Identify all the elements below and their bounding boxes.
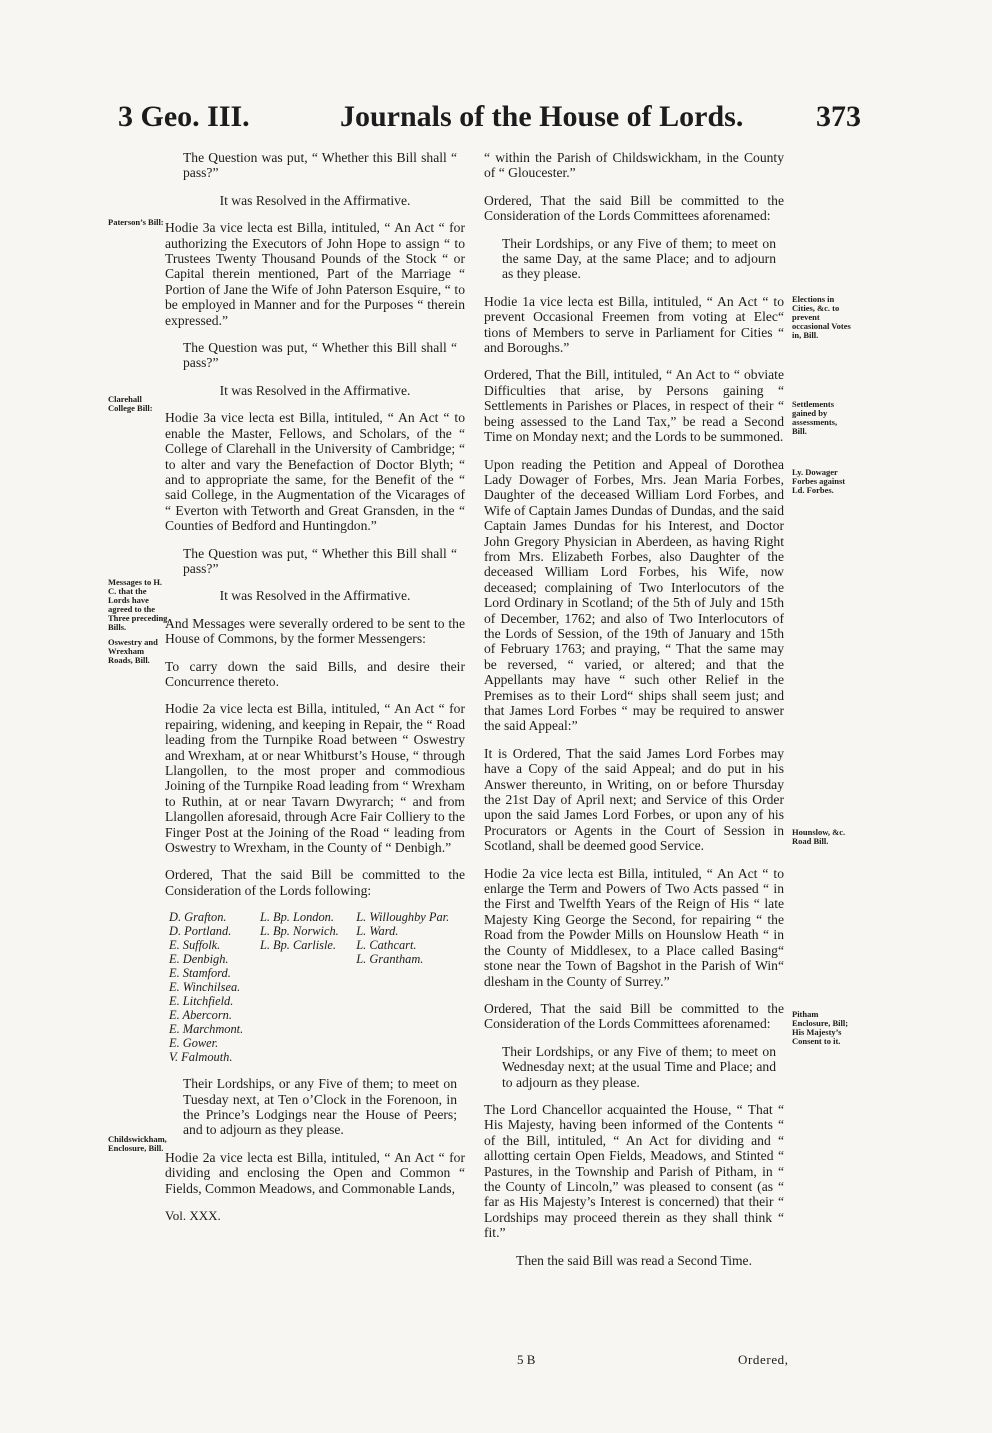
margin-note: Hounslow, &c. Road Bill. [792,827,846,846]
paragraph: It was Resolved in the Affirmative. [219,382,411,398]
lord-name: E. Abercorn. [169,1008,232,1023]
lord-name: E. Litchfield. [169,994,234,1009]
paragraph: It is Ordered, That the said James Lord Forbes may have a Copy of the said Appeal; and do put in his Answer thereunto, in Writing, on or before Thursday the 21st Day of April next; and Service of this Order upon the said James Lord Forbes, or upon any of his Procurators or Agents in the Court of Session in Scotland, shall be deemed good Service. [484,745,784,854]
paragraph: Hodie 2a vice lecta est Billa, intituled, “ An Act “ for repairing, widening, and keeping in Repair, the “ Road leading from the Turnpike Road between “ Oswestry and Wrexham, at or near Whitburst’s House, “ through Llangollen, to the most proper and commodious Joining of the Turnpike Road leading from “ Wrexham to Ruthin, at or near Tavarn Dwyrarch; “ and from Llangollen aforesaid, through Acre Fair Colliery to the Finger Post at the Joining of the Road “ leading from Oswestry to Wrexham, in the County of “ Denbigh.” [165,701,465,856]
paragraph: Ordered, That the said Bill be committed to the Consideration of the Lords Committees aforenamed: [484,192,784,224]
paragraph: Hodie 2a vice lecta est Billa, intituled, “ An Act “ for dividing and enclosing the Open and Common “ Fields, Common Meadows, and Commonable Lands, [165,1149,465,1196]
lord-name: E. Denbigh. [169,952,229,967]
paragraph: The Question was put, “ Whether this Bill shall “ pass?” [183,545,457,576]
paragraph: The Question was put, “ Whether this Bill shall “ pass?” [183,150,457,181]
lord-name: L. Grantham. [356,952,424,967]
margin-note: Elections in Cities, &c. to prevent occasional Votes in, Bill. [792,294,851,340]
margin-note: Pitham Enclosure, Bill; His Majesty’s Consent to it. [792,1009,849,1046]
lord-name: L. Willoughby Par. [356,910,450,925]
paragraph: Their Lordships, or any Five of them; to meet on Wednesday next; at the usual Time and Place; and to adjourn as they please. [502,1043,776,1090]
margin-note: Childswickham, Enclosure, Bill. [108,1134,167,1153]
paragraph: Hodie 3a vice lecta est Billa, intituled, “ An Act “ to enable the Master, Fellows, and Scholars, of the “ College of Clarehall in the University of Cambridge; “ to alter and vary the Benefaction of Doctor Blyth; “ and to appropriate the same, for the Benefit of the “ said College, in the Augmentation of the Vicarages of “ Everton with Tetworth and Great Gransden, in the “ Counties of Bedford and Huntingdon.” [165,410,465,534]
lord-name: L. Bp. Carlisle. [259,938,337,953]
left-column [165,150,465,1224]
paragraph: To carry down the said Bills, and desire their Concurrence thereto. [165,658,465,689]
volume-signature: Vol. XXX. [165,1208,221,1224]
lord-name: L. Ward. [356,924,399,939]
printer-signature: 5 B [517,1352,536,1367]
paragraph: Hodie 3a vice lecta est Billa, intituled, “ An Act “ for authorizing the Executors of John Hope to assign “ to Trustees Twenty Thousand Pounds of the Stock “ or Capital therein mentioned, Part of the Marriage “ Portion of Jane the Wife of John Paterson Esquire, “ to be employed in Manner and for the Purposes “ therein expressed.” [165,220,465,328]
catchword: Ordered, [738,1352,789,1367]
page-number: 373 [816,100,861,133]
paragraph: It was Resolved in the Affirmative. [219,192,411,208]
lord-name: E. Marchmont. [169,1022,244,1037]
lords-column-2 [256,910,352,1064]
paragraph: The Lord Chancellor acquainted the House, “ That “ His Majesty, having been informed of the Contents “ of the Bill, intituled, “ An Act for dividing and “ allotting certain Open Fields, Meadows, and Stinted “ Pastures, in the Township and Parish of Pitham, in “ the County of Lincoln,” was pleased to consent (as “ far as His Majesty’s Interest is concerned) that their “ Lordships may proceed therein as they shall think “ fit.” [484,1101,784,1241]
lord-name: E. Suffolk. [169,938,221,953]
paragraph: Ordered, That the said Bill be committed to the Consideration of the Lords Committees aforenamed: [484,1000,784,1032]
paragraph: Their Lordships, or any Five of them; to meet on the same Day, at the same Place; and to adjourn as they please. [502,235,776,282]
lord-name: E. Winchilsea. [169,980,241,995]
paragraph: “ within the Parish of Childswickham, in the County of “ Gloucester.” [484,150,784,181]
paragraph: The Question was put, “ Whether this Bill shall “ pass?” [183,340,457,371]
lord-name: E. Gower. [169,1036,219,1051]
margin-note: Clarehall College Bill: [108,394,153,413]
lord-name: E. Stamford. [169,966,231,981]
lords-column-3 [352,910,465,1064]
paragraph: Hodie 2a vice lecta est Billa, intituled, “ An Act “ to enlarge the Term and Powers of Two Acts passed “ in the First and Twelfth Years of the Reign of His “ late Majesty King George the Second, for repairing “ the Road from the Powder Mills on Hounslow Heath “ in the County of Middlesex, to a Place called Basing“ stone near the Town of Bagshot in the Parish of Win“ dlesham in the County of Surrey.” [484,865,784,989]
lord-name: L. Bp. Norwich. [259,924,339,939]
margin-note: Ly. Dowager Forbes against Ld. Forbes. [792,467,846,495]
lord-name: L. Cathcart. [356,938,417,953]
paragraph: Hodie 1a vice lecta est Billa, intituled, “ An Act “ to prevent Occasional Freemen from voting at Elec“ tions of Members to serve in Parliament for Cities “ and Boroughs.” [484,293,784,356]
paragraph: It was Resolved in the Affirmative. [219,588,411,604]
margin-note: Settlements gained by assessments, Bill. [792,399,838,436]
paragraph: Their Lordships, or any Five of them; to meet on Tuesday next, at Ten o’Clock in the Forenoon, in the Prince’s Lodgings near the House of Peers; and to adjourn as they please. [183,1076,457,1138]
paragraph: And Messages were severally ordered to be sent to the House of Commons, by the former Messengers: [165,615,465,647]
lords-committee-list [165,910,465,1064]
lord-name: D. Portland. [169,924,232,939]
paragraph: Ordered, That the said Bill be committed to the Consideration of the Lords following: [165,867,465,898]
paragraph: Ordered, That the Bill, intituled, “ An Act to “ obviate Difficulties that arise, by Persons gaining “ Settlements in Parishes or Places, in respect of their “ being assessed to the Land Tax,” be read a Second Time on Monday next; and the Lords to be summoned. [484,367,784,445]
lord-name: V. Falmouth. [169,1050,233,1065]
lord-name: D. Grafton. [169,910,227,925]
margin-note: Paterson’s Bill: [108,217,164,227]
paragraph: Then the said Bill was read a Second Time. [516,1252,752,1268]
page-header [0,100,992,146]
lord-name: L. Bp. London. [259,910,334,925]
margin-note: Messages to H. C. that the Lords have agreed to the Three preceding Bills. [108,577,168,632]
margin-note: Oswestry and Wrexham Roads, Bill. [108,637,158,665]
journal-title: Journals of the House of Lords. [340,100,744,133]
regnal-year: 3 Geo. III. [118,100,250,133]
lords-column-1 [165,910,256,1064]
paragraph: Upon reading the Petition and Appeal of Dorothea Lady Dowager of Forbes, Mrs. Jean Maria Forbes, Daughter of the deceased William Lord Forbes, and Wife of Captain James Dundas of Dundas, and the said Captain James Dundas for his Interest, and Doctor John Gregory Physician in Aberdeen, as having Right from Mrs. Elizabeth Forbes, also Daughter of the deceased William Lord Forbes, his Wife, now deceased; complaining of Two Interlocutors of the Lord Ordinary in Scotland; of the 5th of July and 15th of December, 1762; and also of Two Interlocutors of the Lords of Session, of the 19th of January and 15th of February 1763; and praying, “ That the same may be reversed, “ varied, or altered; and that the Appellants may have “ such other Relief in the Premises as to their Lord“ ships shall seem just; and that James Lord Forbes “ may be required to answer the said Appeal:” [484,456,784,734]
right-column [484,150,784,1280]
